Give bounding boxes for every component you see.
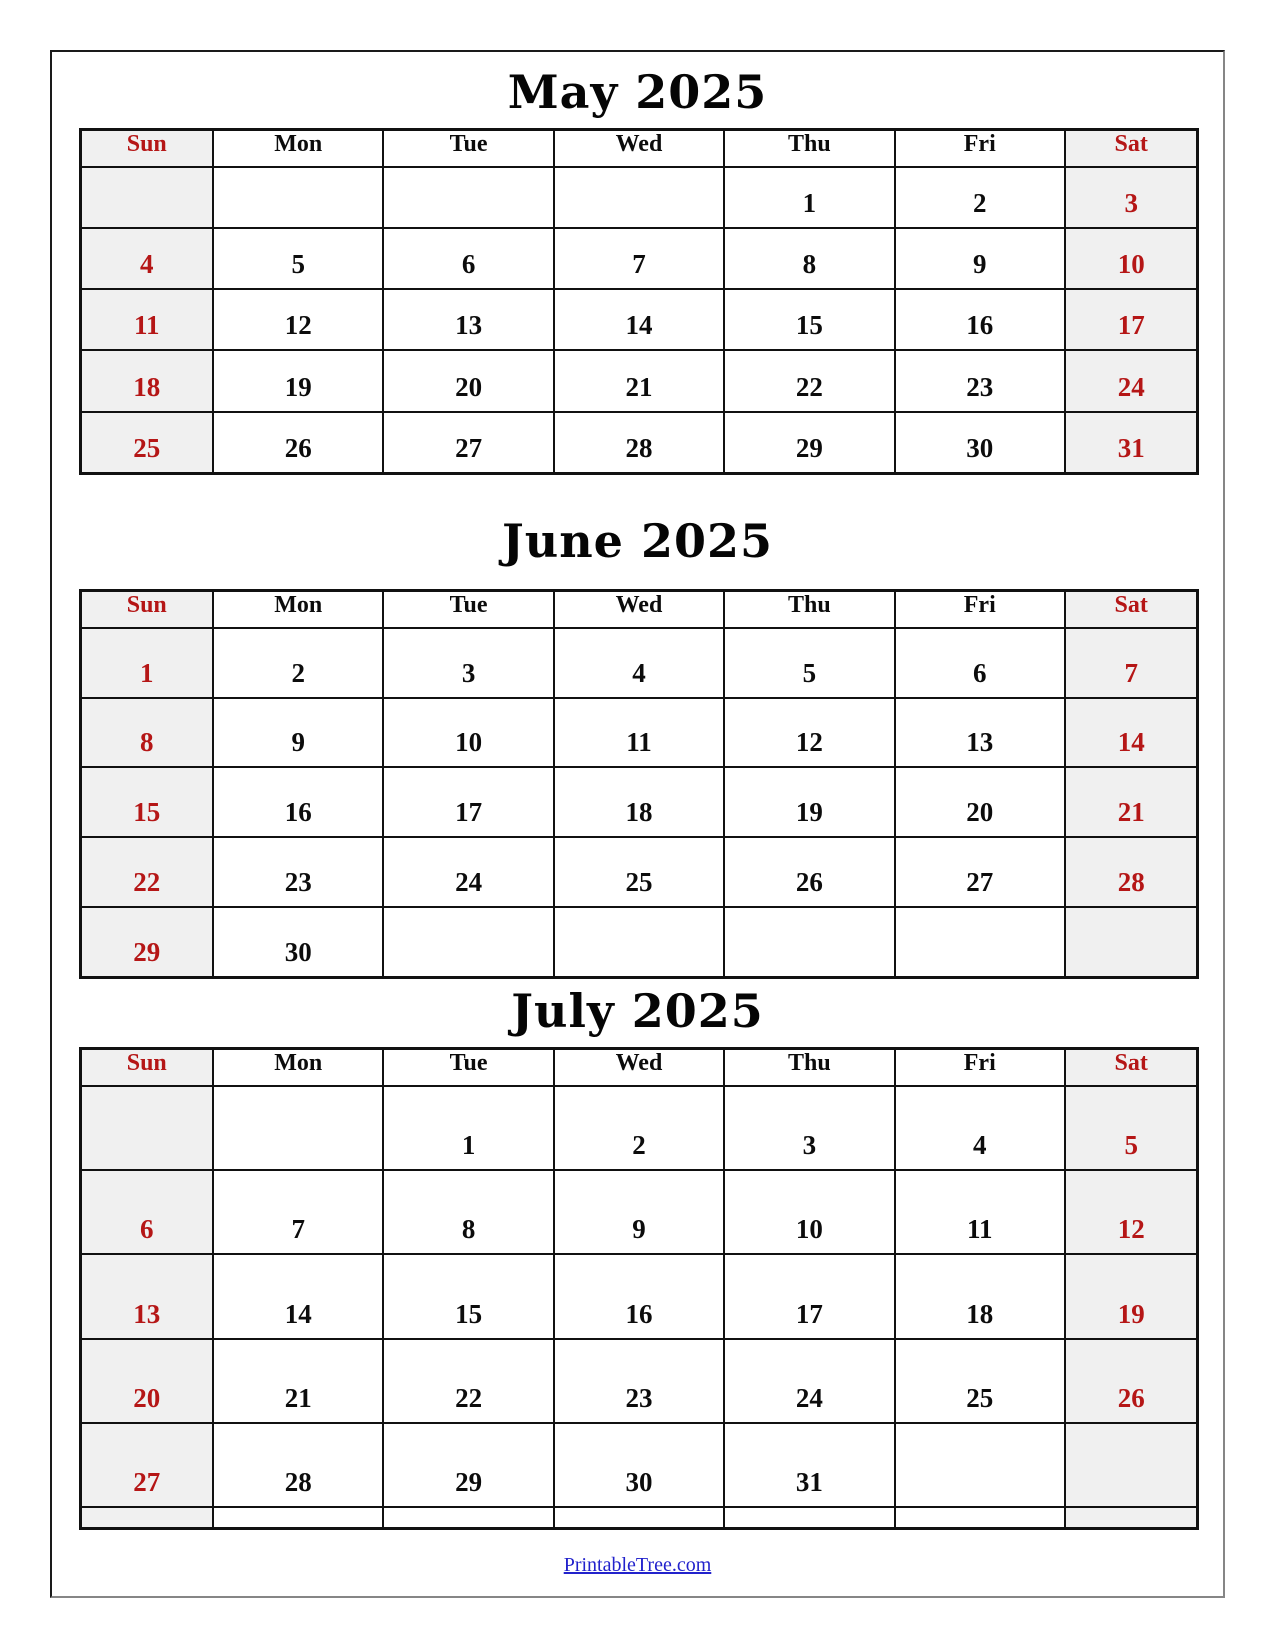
- date-cell: 3: [383, 628, 553, 698]
- date-cell: 16: [213, 767, 383, 837]
- date-cell: 16: [895, 289, 1065, 350]
- date-cell: 9: [895, 228, 1065, 289]
- date-cell: [895, 1423, 1065, 1507]
- date-cell: 27: [383, 412, 553, 474]
- week-row: [80, 228, 1198, 289]
- date-cell: [554, 907, 724, 978]
- date-cell: 5: [724, 628, 894, 698]
- date-cell: [80, 1507, 213, 1529]
- date-cell: 18: [554, 767, 724, 837]
- day-header-fri: Fri: [895, 1049, 1065, 1087]
- date-cell: 3: [1065, 167, 1198, 228]
- date-cell: 17: [383, 767, 553, 837]
- day-header-wed: Wed: [554, 591, 724, 629]
- day-header-sun: Sun: [80, 1049, 213, 1087]
- date-cell: 27: [80, 1423, 213, 1507]
- date-cell: 25: [895, 1339, 1065, 1423]
- day-header-sat: Sat: [1065, 130, 1198, 168]
- date-cell: 26: [724, 837, 894, 907]
- day-header-tue: Tue: [383, 1049, 553, 1087]
- week-row: [80, 1254, 1198, 1338]
- week-row: [80, 837, 1198, 907]
- date-cell: 22: [80, 837, 213, 907]
- date-cell: 8: [80, 698, 213, 768]
- date-cell: 23: [213, 837, 383, 907]
- week-row: [80, 698, 1198, 768]
- date-cell: [213, 1086, 383, 1170]
- date-cell: 21: [213, 1339, 383, 1423]
- date-cell: 7: [554, 228, 724, 289]
- date-cell: 23: [895, 350, 1065, 411]
- date-cell: 19: [724, 767, 894, 837]
- week-row: [80, 767, 1198, 837]
- date-cell: 28: [213, 1423, 383, 1507]
- date-cell: 14: [1065, 698, 1198, 768]
- date-cell: 1: [383, 1086, 553, 1170]
- week-row: [80, 289, 1198, 350]
- date-cell: 24: [724, 1339, 894, 1423]
- date-cell: 21: [554, 350, 724, 411]
- date-cell: 14: [554, 289, 724, 350]
- day-header-thu: Thu: [724, 1049, 894, 1087]
- day-header-tue: Tue: [383, 591, 553, 629]
- date-cell: 1: [724, 167, 894, 228]
- date-cell: 9: [554, 1170, 724, 1254]
- date-cell: 4: [895, 1086, 1065, 1170]
- date-cell: 13: [383, 289, 553, 350]
- day-header-wed: Wed: [554, 1049, 724, 1087]
- day-header-wed: Wed: [554, 130, 724, 168]
- date-cell: 7: [213, 1170, 383, 1254]
- date-cell: 30: [213, 907, 383, 978]
- date-cell: 29: [80, 907, 213, 978]
- date-cell: 24: [1065, 350, 1198, 411]
- calendar-root: [79, 66, 1197, 1530]
- date-cell: 20: [895, 767, 1065, 837]
- week-row: [80, 1170, 1198, 1254]
- date-cell: 5: [213, 228, 383, 289]
- date-cell: 23: [554, 1339, 724, 1423]
- date-cell: 12: [213, 289, 383, 350]
- date-cell: 7: [1065, 628, 1198, 698]
- date-cell: 9: [213, 698, 383, 768]
- date-cell: 17: [1065, 289, 1198, 350]
- week-row: [80, 167, 1198, 228]
- page-sheet: [50, 50, 1225, 1598]
- month-section: [79, 985, 1197, 1530]
- date-cell: 22: [724, 350, 894, 411]
- date-cell: 28: [1065, 837, 1198, 907]
- week-row: [80, 350, 1198, 411]
- date-cell: 20: [383, 350, 553, 411]
- date-cell: 3: [724, 1086, 894, 1170]
- footer-link[interactable]: PrintableTree.com: [563, 1554, 712, 1576]
- date-cell: 12: [724, 698, 894, 768]
- date-cell: 8: [383, 1170, 553, 1254]
- date-cell: 18: [80, 350, 213, 411]
- date-cell: 31: [1065, 412, 1198, 474]
- date-cell: 1: [80, 628, 213, 698]
- week-row: [80, 1423, 1198, 1507]
- month-title: June 2025: [502, 514, 773, 568]
- day-header-mon: Mon: [213, 591, 383, 629]
- date-cell: 17: [724, 1254, 894, 1338]
- date-cell: 14: [213, 1254, 383, 1338]
- date-cell: 10: [1065, 228, 1198, 289]
- date-cell: 19: [1065, 1254, 1198, 1338]
- date-cell: 27: [895, 837, 1065, 907]
- date-cell: [554, 1507, 724, 1529]
- week-row: [80, 628, 1198, 698]
- month-calendar-table: [79, 128, 1200, 475]
- date-cell: 29: [383, 1423, 553, 1507]
- week-row: [80, 1339, 1198, 1423]
- date-cell: 30: [895, 412, 1065, 474]
- date-cell: 2: [554, 1086, 724, 1170]
- date-cell: 4: [80, 228, 213, 289]
- date-cell: [895, 1507, 1065, 1529]
- date-cell: 22: [383, 1339, 553, 1423]
- month-title: July 2025: [511, 984, 764, 1038]
- day-header-sun: Sun: [80, 130, 213, 168]
- month-calendar-table: [79, 589, 1200, 979]
- date-cell: 19: [213, 350, 383, 411]
- date-cell: 4: [554, 628, 724, 698]
- date-cell: 5: [1065, 1086, 1198, 1170]
- date-cell: [383, 167, 553, 228]
- date-cell: 15: [80, 767, 213, 837]
- date-cell: [80, 1086, 213, 1170]
- date-cell: 10: [724, 1170, 894, 1254]
- month-calendar-table: [79, 1047, 1200, 1530]
- footer: [52, 1554, 1223, 1577]
- week-row: [80, 412, 1198, 474]
- date-cell: 2: [213, 628, 383, 698]
- date-cell: [383, 1507, 553, 1529]
- date-cell: [1065, 1507, 1198, 1529]
- date-cell: 15: [383, 1254, 553, 1338]
- day-header-sat: Sat: [1065, 1049, 1198, 1087]
- date-cell: 21: [1065, 767, 1198, 837]
- date-cell: 10: [383, 698, 553, 768]
- date-cell: 15: [724, 289, 894, 350]
- day-header-fri: Fri: [895, 591, 1065, 629]
- month-title: May 2025: [507, 65, 768, 119]
- week-row: [80, 1507, 1198, 1529]
- day-header-mon: Mon: [213, 130, 383, 168]
- date-cell: 20: [80, 1339, 213, 1423]
- week-row: [80, 907, 1198, 978]
- date-cell: [213, 1507, 383, 1529]
- date-cell: [895, 907, 1065, 978]
- date-cell: [213, 167, 383, 228]
- date-cell: 30: [554, 1423, 724, 1507]
- date-cell: [1065, 907, 1198, 978]
- day-header-fri: Fri: [895, 130, 1065, 168]
- date-cell: 11: [80, 289, 213, 350]
- date-cell: 13: [80, 1254, 213, 1338]
- date-cell: 26: [213, 412, 383, 474]
- date-cell: 2: [895, 167, 1065, 228]
- date-cell: 8: [724, 228, 894, 289]
- date-cell: [554, 167, 724, 228]
- date-cell: [724, 1507, 894, 1529]
- day-header-row: [80, 130, 1198, 168]
- date-cell: 6: [383, 228, 553, 289]
- date-cell: 29: [724, 412, 894, 474]
- date-cell: 25: [80, 412, 213, 474]
- week-row: [80, 1086, 1198, 1170]
- month-section: [79, 515, 1197, 979]
- date-cell: 6: [80, 1170, 213, 1254]
- day-header-tue: Tue: [383, 130, 553, 168]
- date-cell: 24: [383, 837, 553, 907]
- date-cell: [724, 907, 894, 978]
- day-header-sun: Sun: [80, 591, 213, 629]
- month-section: [79, 66, 1197, 475]
- date-cell: 11: [895, 1170, 1065, 1254]
- date-cell: 12: [1065, 1170, 1198, 1254]
- date-cell: 31: [724, 1423, 894, 1507]
- date-cell: [80, 167, 213, 228]
- date-cell: 6: [895, 628, 1065, 698]
- date-cell: 28: [554, 412, 724, 474]
- date-cell: 25: [554, 837, 724, 907]
- date-cell: 11: [554, 698, 724, 768]
- day-header-thu: Thu: [724, 591, 894, 629]
- date-cell: 18: [895, 1254, 1065, 1338]
- date-cell: 13: [895, 698, 1065, 768]
- date-cell: [383, 907, 553, 978]
- day-header-row: [80, 1049, 1198, 1087]
- date-cell: [1065, 1423, 1198, 1507]
- day-header-row: [80, 591, 1198, 629]
- date-cell: 16: [554, 1254, 724, 1338]
- day-header-mon: Mon: [213, 1049, 383, 1087]
- day-header-sat: Sat: [1065, 591, 1198, 629]
- date-cell: 26: [1065, 1339, 1198, 1423]
- day-header-thu: Thu: [724, 130, 894, 168]
